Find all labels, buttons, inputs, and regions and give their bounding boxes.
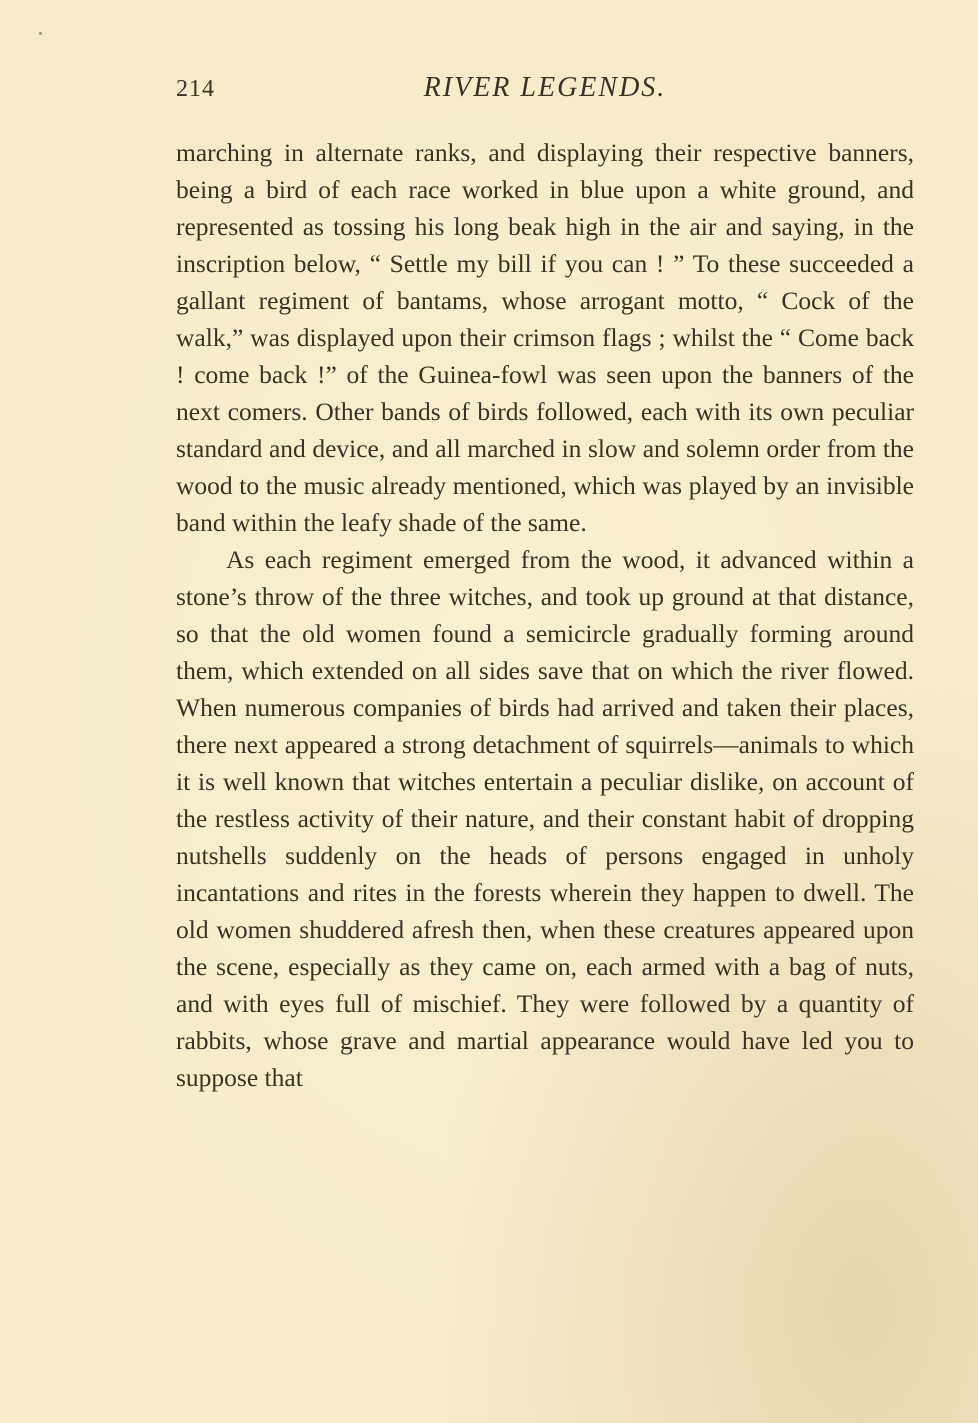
running-head: RIVER LEGENDS. [423,72,667,103]
paragraph: As each regiment emerged from the wood, it advanced within a stone’s throw of the three witches, and took up ground at that distance, so that the old women found a semicircle gradually forming around them, which extended on all sides save that on which the river flowed. When numerous companies of birds had arrived and taken their places, there next appeared a strong detachment of squirrels—animals to which it is well known that witches entertain a peculiar dislike, on account of the restless activity of their nature, and their constant habit of dropping nutshells suddenly on the heads of persons engaged in unholy incantations and rites in the forests wherein they happen to dwell. The old women shuddered afresh then, when these creatures appeared upon the scene, especially as they came on, each armed with a bag of nuts, and with eyes full of mischief. They were followed by a quantity of rabbits, whose grave and martial appearance would have led you to suppose that [176,545,914,1092]
paragraph: marching in alternate ranks, and displaying their respective banners, being a bird of each race worked in blue upon a white ground, and represented as tossing his long beak high in the air and saying, in the inscription below, “ Settle my bill if you can ! ” To these succeeded a gallant regiment of bantams, whose arrogant motto, “ Cock of the walk,” was displayed upon their crimson flags ; whilst the “ Come back ! come back !” of the Guinea-fowl was seen upon the banners of the next comers. Other bands of birds followed, each with its own peculiar standard and device, and all marched in slow and solemn order from the wood to the music already mentioned, which was played by an invisible band within the leafy shade of the same. [176,138,914,537]
book-page [176,70,914,1096]
page-header [176,70,914,114]
page-number: 214 [176,76,215,102]
body-text [176,134,914,1096]
paper-speck [39,32,42,35]
